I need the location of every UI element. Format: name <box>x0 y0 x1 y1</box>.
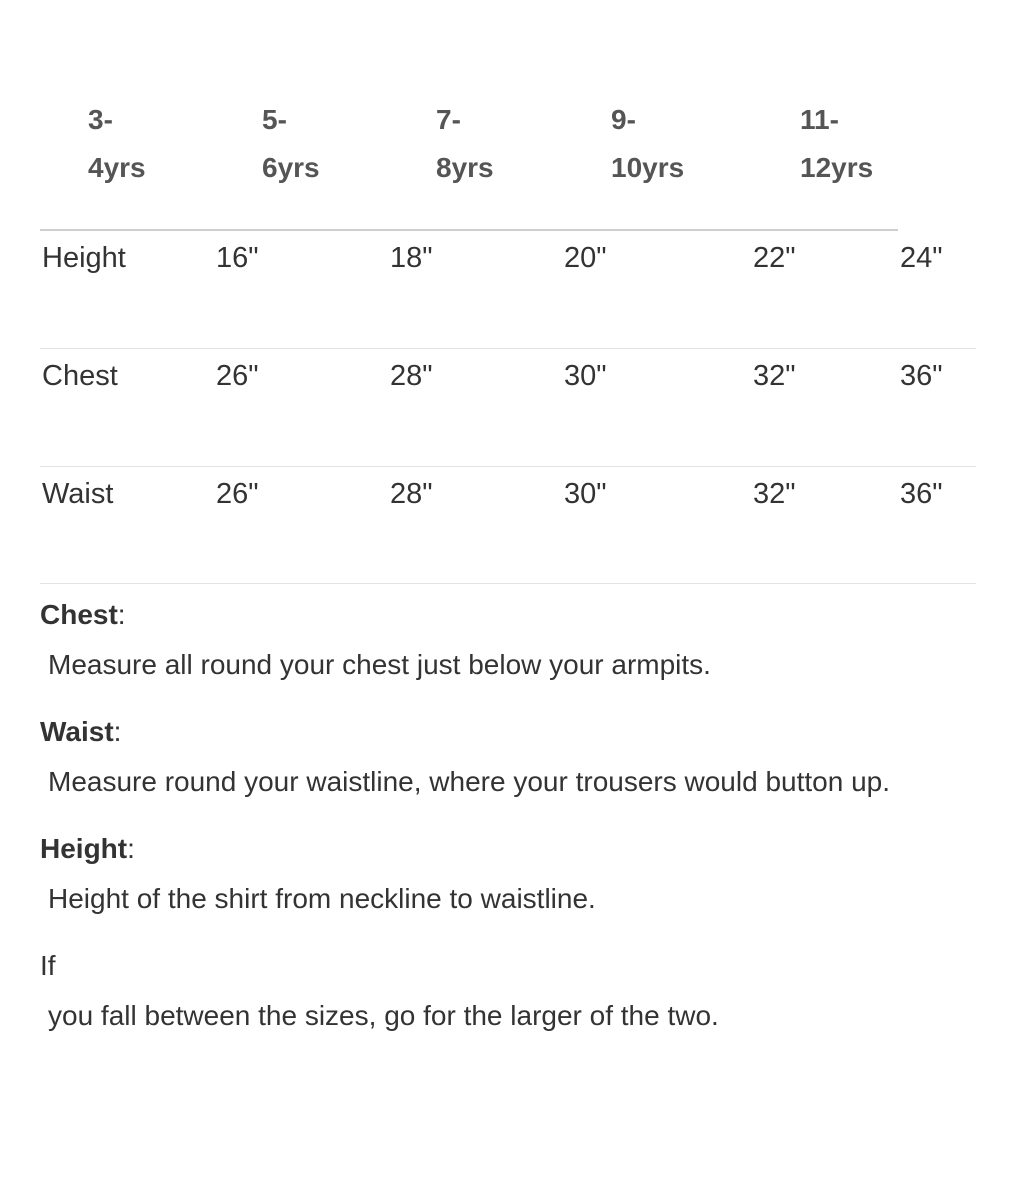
cell-waist-7-8: 30" <box>564 478 607 510</box>
cell-waist-5-6: 28" <box>390 478 433 510</box>
header-line1: 9- <box>611 104 636 135</box>
row-divider <box>40 348 976 349</box>
note-text-waist: Measure round your waistline, where your trousers would button up. <box>48 766 890 797</box>
note-term-waist: Waist <box>40 716 114 747</box>
note-chest <box>40 590 976 690</box>
header-line2: 12yrs <box>800 152 874 183</box>
note-colon: : <box>127 833 135 864</box>
cell-height-9-10: 22" <box>753 242 796 274</box>
row-divider <box>40 583 976 584</box>
cell-chest-11-12: 36" <box>900 360 943 392</box>
measurement-notes <box>40 590 976 1058</box>
note-tip-text: you fall between the sizes, go for the larger of the two. <box>48 1000 719 1031</box>
cell-waist-3-4: 26" <box>216 478 259 510</box>
row-label-waist: Waist <box>42 478 114 510</box>
header-line1: 11- <box>800 104 839 135</box>
note-colon: : <box>117 599 126 630</box>
row-label-chest: Chest <box>42 360 118 392</box>
header-line1: 5- <box>262 104 287 135</box>
header-line1: 3- <box>88 104 113 135</box>
cell-chest-7-8: 30" <box>564 360 607 392</box>
note-term-chest: Chest <box>40 599 118 630</box>
header-size-3-4 <box>88 96 146 192</box>
header-size-11-12 <box>800 96 873 192</box>
header-line2: 6yrs <box>262 152 320 183</box>
cell-chest-9-10: 32" <box>753 360 796 392</box>
header-line2: 4yrs <box>88 152 146 183</box>
header-size-7-8 <box>436 96 494 192</box>
cell-chest-3-4: 26" <box>216 360 259 392</box>
header-size-9-10 <box>611 96 684 192</box>
cell-waist-9-10: 32" <box>753 478 796 510</box>
cell-height-11-12: 24" <box>900 242 943 274</box>
note-tip-lead: If <box>40 950 56 981</box>
note-term-height: Height <box>40 833 128 864</box>
note-waist <box>40 707 976 807</box>
row-label-height: Height <box>42 242 126 274</box>
cell-height-7-8: 20" <box>564 242 607 274</box>
note-text-chest: Measure all round your chest just below your armpits. <box>48 649 711 680</box>
header-size-5-6 <box>262 96 320 192</box>
header-line2: 8yrs <box>436 152 494 183</box>
header-line1: 7- <box>436 104 461 135</box>
note-text-height: Height of the shirt from neckline to waistline. <box>48 883 596 914</box>
cell-waist-11-12: 36" <box>900 478 943 510</box>
note-colon: : <box>113 716 122 747</box>
note-tip <box>40 941 976 1041</box>
cell-height-3-4: 16" <box>216 242 259 274</box>
header-divider <box>40 229 898 231</box>
cell-height-5-6: 18" <box>390 242 433 274</box>
note-height <box>40 824 976 924</box>
row-divider <box>40 466 976 467</box>
header-line2: 10yrs <box>611 152 685 183</box>
cell-chest-5-6: 28" <box>390 360 433 392</box>
